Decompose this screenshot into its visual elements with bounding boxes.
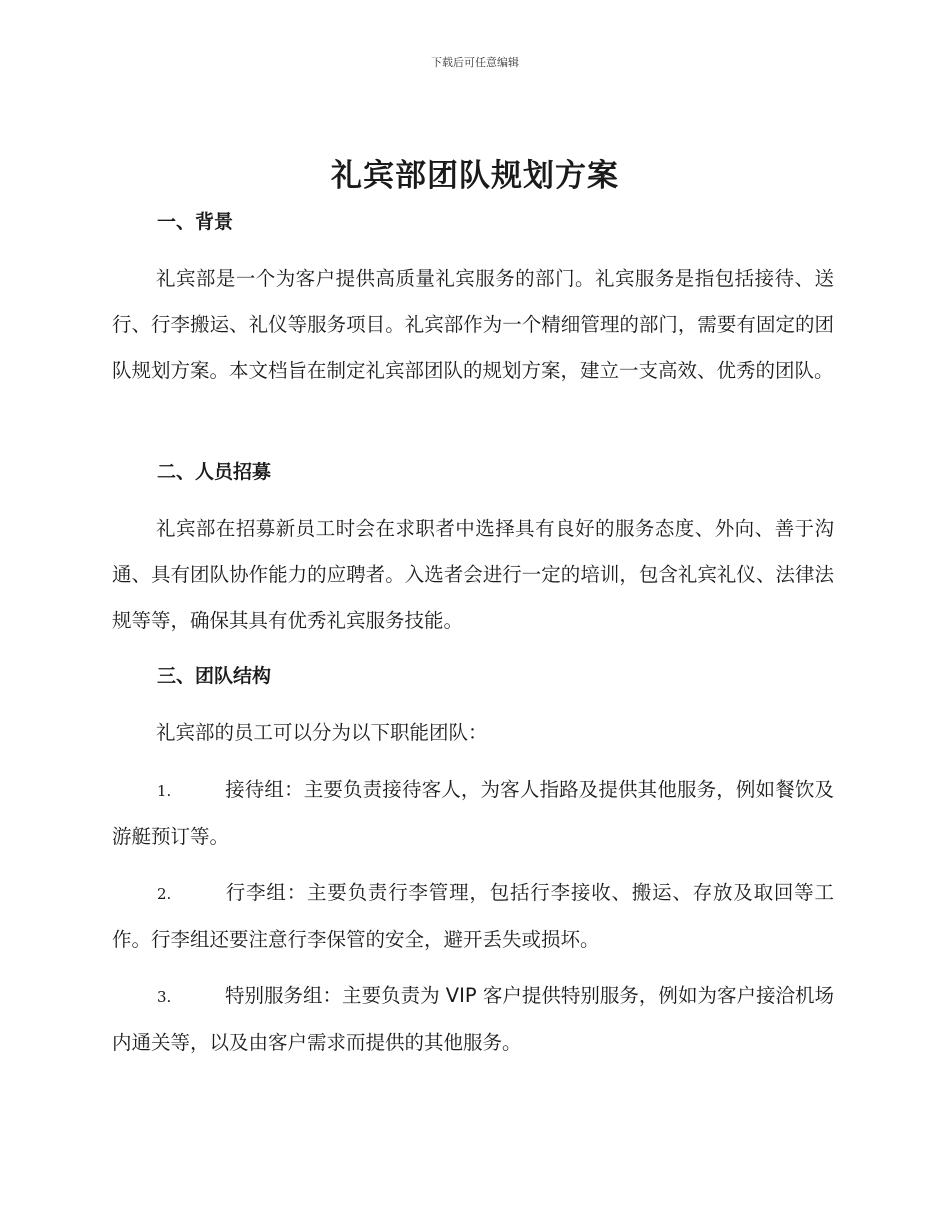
header-note: 下载后可任意编辑 [431,56,519,69]
list-item-text: 行李组：主要负责行李管理，包括行李接收、搬运、存放及取回等工作。行李组还要注意行李保管的安全，避开丢失或损坏。 [112,881,834,951]
section-heading-structure: 三、团队结构 [157,665,272,687]
section-heading-background: 一、背景 [157,211,234,233]
list-item [112,973,834,1066]
list-item-number: 2. [157,885,172,903]
list-item [112,870,834,963]
list-item-number: 3. [157,988,172,1006]
document-title: 礼宾部团队规划方案 [331,158,619,194]
list-item [112,767,834,860]
list-item-number: 1. [157,782,172,800]
recruitment-paragraph: 礼宾部在招募新员工时会在求职者中选择具有良好的服务态度、外向、善于沟通、具有团队协作能力的应聘者。入选者会进行一定的培训，包含礼宾礼仪、法律法规等等，确保其具有优秀礼宾服务技能。 [112,517,834,632]
structure-intro: 礼宾部的员工可以分为以下职能团队： [156,721,488,744]
list-item-text: 特别服务组：主要负责为 VIP 客户提供特别服务，例如为客户接洽机场内通关等，以及由客户需求而提供的其他服务。 [112,984,834,1054]
background-paragraph: 礼宾部是一个为客户提供高质量礼宾服务的部门。礼宾服务是指包括接待、送行、行李搬运、礼仪等服务项目。礼宾部作为一个精细管理的部门，需要有固定的团队规划方案。本文档旨在制定礼宾部团队的规划方案，建立一支高效、优秀的团队。 [112,267,834,382]
section-heading-recruitment: 二、人员招募 [157,461,272,483]
list-item-text: 接待组：主要负责接待客人，为客人指路及提供其他服务，例如餐饮及游艇预订等。 [112,778,834,848]
